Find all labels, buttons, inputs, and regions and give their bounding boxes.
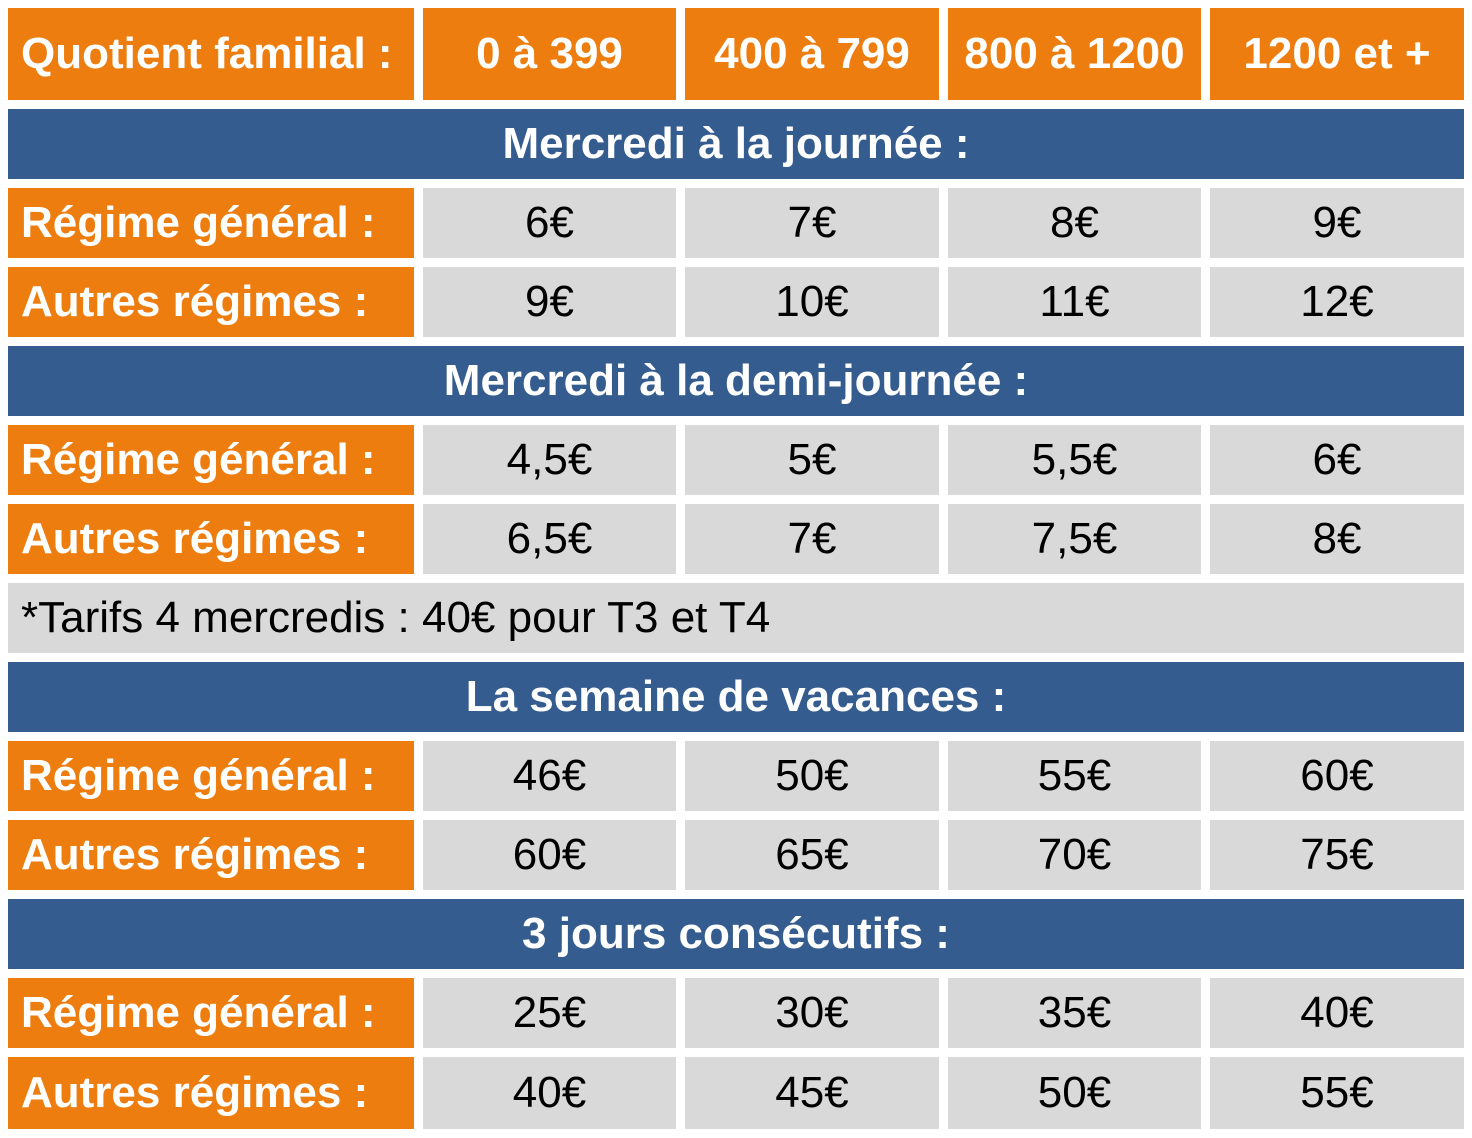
price-cell: 10€	[685, 267, 939, 337]
table-row	[8, 425, 1464, 495]
header-row	[8, 8, 1464, 100]
table-row	[8, 820, 1464, 890]
price-cell: 4,5€	[423, 425, 676, 495]
price-cell: 65€	[685, 820, 939, 890]
range-header: 0 à 399	[423, 8, 676, 100]
price-cell: 5,5€	[948, 425, 1201, 495]
table-row	[8, 978, 1464, 1048]
row-label: Régime général :	[8, 425, 414, 495]
price-cell: 40€	[1210, 978, 1464, 1048]
price-cell: 8€	[1210, 504, 1464, 574]
price-cell: 6€	[1210, 425, 1464, 495]
price-cell: 50€	[948, 1057, 1201, 1129]
table-row	[8, 188, 1464, 258]
price-cell: 5€	[685, 425, 939, 495]
table-row	[8, 267, 1464, 337]
price-cell: 9€	[423, 267, 676, 337]
price-cell: 9€	[1210, 188, 1464, 258]
range-header: 400 à 799	[685, 8, 939, 100]
range-header: 1200 et +	[1210, 8, 1464, 100]
tarif-note: *Tarifs 4 mercredis : 40€ pour T3 et T4	[8, 583, 1464, 653]
price-cell: 70€	[948, 820, 1201, 890]
price-cell: 55€	[1210, 1057, 1464, 1129]
price-cell: 6,5€	[423, 504, 676, 574]
price-cell: 7,5€	[948, 504, 1201, 574]
row-label: Régime général :	[8, 741, 414, 811]
price-cell: 7€	[685, 504, 939, 574]
price-cell: 75€	[1210, 820, 1464, 890]
price-cell: 60€	[423, 820, 676, 890]
price-cell: 60€	[1210, 741, 1464, 811]
price-cell: 35€	[948, 978, 1201, 1048]
row-label: Régime général :	[8, 978, 414, 1048]
price-cell: 12€	[1210, 267, 1464, 337]
header-label: Quotient familial :	[8, 8, 414, 100]
price-cell: 6€	[423, 188, 676, 258]
price-cell: 7€	[685, 188, 939, 258]
row-label: Autres régimes :	[8, 504, 414, 574]
price-cell: 8€	[948, 188, 1201, 258]
section-title: Mercredi à la journée :	[8, 109, 1464, 179]
row-label: Autres régimes :	[8, 820, 414, 890]
price-cell: 55€	[948, 741, 1201, 811]
price-cell: 25€	[423, 978, 676, 1048]
row-label: Régime général :	[8, 188, 414, 258]
price-cell: 45€	[685, 1057, 939, 1129]
price-cell: 11€	[948, 267, 1201, 337]
table-row	[8, 1057, 1464, 1129]
price-cell: 46€	[423, 741, 676, 811]
price-cell: 50€	[685, 741, 939, 811]
row-label: Autres régimes :	[8, 267, 414, 337]
table-row	[8, 504, 1464, 574]
section-title: La semaine de vacances :	[8, 662, 1464, 732]
section-title: 3 jours consécutifs :	[8, 899, 1464, 969]
price-cell: 40€	[423, 1057, 676, 1129]
section-title: Mercredi à la demi-journée :	[8, 346, 1464, 416]
row-label: Autres régimes :	[8, 1057, 414, 1129]
table-row	[8, 741, 1464, 811]
price-cell: 30€	[685, 978, 939, 1048]
range-header: 800 à 1200	[948, 8, 1201, 100]
